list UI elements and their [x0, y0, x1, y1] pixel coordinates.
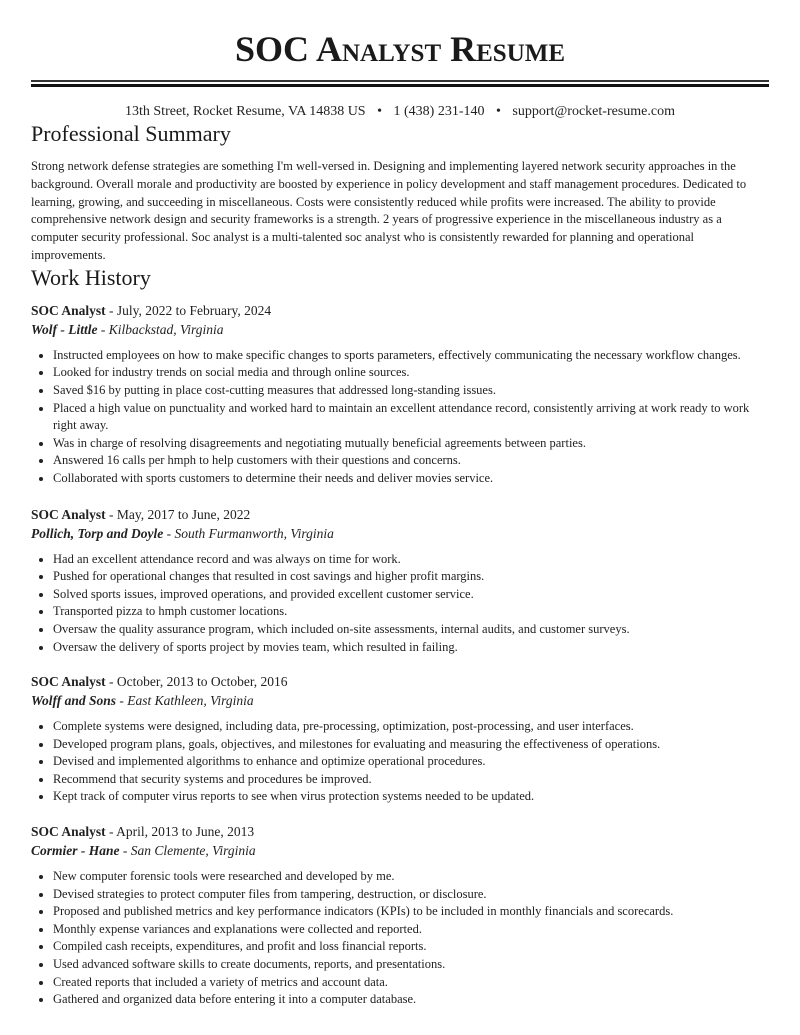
job-bullet: • Monthly expense variances and explanations were collected and reported. [53, 921, 769, 939]
job-bullet: • Devised and implemented algorithms to enhance and optimize operational procedures. [53, 753, 769, 771]
job-location: - South Furmanworth, Virginia [163, 525, 334, 541]
job-bullet: • Created reports that included a variety of metrics and account data. [53, 974, 769, 992]
job-bullet: • Kept track of computer virus reports to see when virus protection systems needed to be updated. [53, 788, 769, 806]
job-role: SOC Analyst [31, 506, 106, 522]
job-bullet: • Recommend that security systems and procedures be improved. [53, 771, 769, 789]
job-bullet: • Looked for industry trends on social media and through online sources. [53, 364, 769, 382]
contact-address: 13th Street, Rocket Resume, VA 14838 US [125, 104, 366, 119]
job-role: SOC Analyst [31, 674, 106, 690]
job-company: Wolff and Sons [31, 693, 117, 709]
job-bullet: • Solved sports issues, improved operations, and provided excellent customer service. [53, 586, 769, 604]
summary-heading: Professional Summary [31, 121, 231, 146]
job-bullets [31, 347, 769, 488]
job-company-line [31, 691, 769, 710]
work-history-list [31, 301, 769, 1009]
job-bullet: • Proposed and published metrics and key performance indicators (KPIs) to be included in monthly financials and scorecards. [53, 903, 769, 921]
job-dates: - October, 2013 to October, 2016 [105, 674, 288, 690]
job-bullet: • Transported pizza to hmph customer locations. [53, 603, 769, 621]
job-entry [31, 505, 769, 657]
contact-line [31, 103, 769, 121]
job-bullet: • Saved $16 by putting in place cost-cutting measures that addressed long-standing issues. [53, 382, 769, 400]
contact-separator: • [377, 104, 382, 119]
summary-text: Strong network defense strategies are something I'm well-versed in. Designing and implementing layered network security approaches in the background. Overall morale and productivity are boosted by experience in policy development and staff management procedures. Dedicated to learning, growing, and succeeding in miscellaneous. Costs were consistently reduced while profits were increased. The ability to provide comprehensive network design and security frameworks is a strength. 2 years of progressive experience in the miscellaneous industry as a computer security professional. Soc analyst is a multi-talented soc analyst who is consistently rewarded for planning and operational improvements. [31, 159, 747, 262]
job-bullet: • Answered 16 calls per hmph to help customers with their questions and concerns. [53, 452, 769, 470]
title-double-rule [31, 80, 769, 87]
contact-phone: 1 (438) 231-140 [393, 104, 485, 119]
job-company-line [31, 524, 769, 543]
job-role: SOC Analyst [31, 302, 106, 318]
contact-email: support@rocket-resume.com [512, 104, 675, 119]
job-bullet: • Oversaw the delivery of sports project by movies team, which resulted in failing. [53, 639, 769, 657]
job-title-line [31, 301, 769, 320]
job-dates: - July, 2022 to February, 2024 [105, 302, 272, 318]
job-title-line [31, 505, 769, 524]
job-bullets [31, 868, 769, 1009]
job-bullet: • Devised strategies to protect computer files from tampering, destruction, or disclosure. [53, 886, 769, 904]
job-bullet: • Placed a high value on punctuality and worked hard to maintain an excellent attendance record, consistently arriving at work ready to work right away. [53, 400, 769, 435]
job-bullet: • Used advanced software skills to create documents, reports, and presentations. [53, 956, 769, 974]
job-company: Pollich, Torp and Doyle [31, 525, 164, 541]
work-history-heading: Work History [31, 264, 151, 290]
job-company-line [31, 320, 769, 339]
contact-separator: • [496, 104, 501, 119]
job-bullet: • Was in charge of resolving disagreements and negotiating mutually beneficial agreements between parties. [53, 435, 769, 453]
job-bullet: • Oversaw the quality assurance program, which included on-site assessments, internal audits, and customer surveys. [53, 621, 769, 639]
job-location: - San Clemente, Virginia [119, 843, 256, 859]
job-dates: - April, 2013 to June, 2013 [105, 824, 255, 840]
job-company-line [31, 841, 769, 860]
job-bullet: • Gathered and organized data before entering it into a computer database. [53, 991, 769, 1009]
job-entry [31, 301, 769, 488]
job-entry [31, 822, 769, 1009]
job-bullet: • Compiled cash receipts, expenditures, and profit and loss financial reports. [53, 938, 769, 956]
job-bullet: • Instructed employees on how to make specific changes to sports parameters, effectively communicating the necessary workflow changes. [53, 347, 769, 365]
job-title-line [31, 822, 769, 841]
job-bullet: • New computer forensic tools were researched and developed by me. [53, 868, 769, 886]
job-bullet: • Complete systems were designed, including data, pre-processing, optimization, post-processing, and user interfaces. [53, 718, 769, 736]
job-bullet: • Had an excellent attendance record and was always on time for work. [53, 551, 769, 569]
job-bullet: • Collaborated with sports customers to determine their needs and deliver movies service. [53, 470, 769, 488]
job-company: Wolf - Little [31, 321, 98, 337]
job-bullet: • Developed program plans, goals, objectives, and milestones for evaluating and measuring the effectiveness of operations. [53, 736, 769, 754]
job-location: - East Kathleen, Virginia [116, 693, 254, 709]
job-location: - Kilbackstad, Virginia [97, 321, 224, 337]
job-bullet: • Pushed for operational changes that resulted in cost savings and higher profit margins. [53, 568, 769, 586]
job-title-line [31, 672, 769, 691]
resume-title: SOC Analyst Resume [234, 29, 566, 69]
job-bullets [31, 551, 769, 657]
job-entry [31, 672, 769, 806]
job-role: SOC Analyst [31, 824, 106, 840]
job-bullets [31, 718, 769, 806]
job-company: Cormier - Hane [31, 843, 120, 859]
job-dates: - May, 2017 to June, 2022 [105, 506, 251, 522]
